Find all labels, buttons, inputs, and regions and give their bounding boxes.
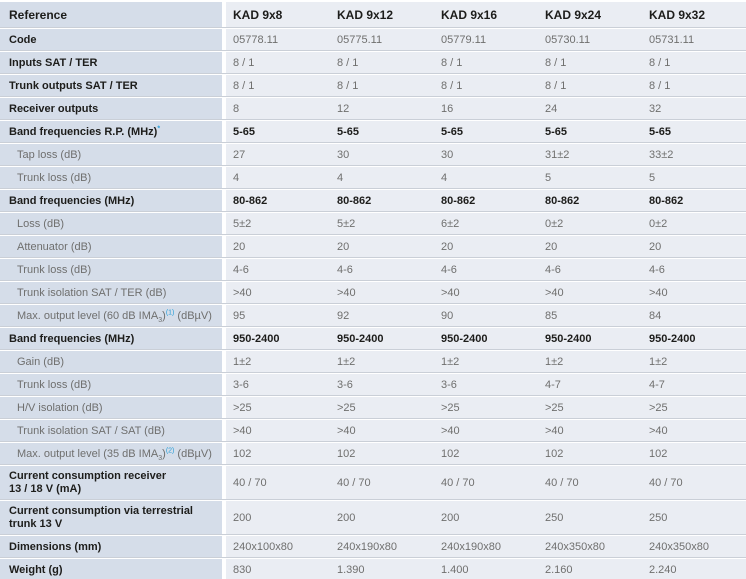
cell-hv-isolation-col4: >25 [538, 397, 642, 418]
label-text: 13 / 18 V (mA) [9, 482, 82, 495]
cell-loss-col3: 6±2 [434, 213, 538, 234]
cell-hv-isolation-col5: >25 [642, 397, 746, 418]
cell-trunk-isolation-sat-sat-col4: >40 [538, 420, 642, 441]
table-row-hv-isolation [0, 397, 746, 418]
cell-trunk-loss-rp-col4: 5 [538, 167, 642, 188]
subscript: 3 [158, 454, 163, 462]
row-label-dimensions [0, 536, 226, 557]
cell-code-col5: 05731.11 [642, 29, 746, 50]
cell-tap-loss-col5: 33±2 [642, 144, 746, 165]
cell-trunk-outputs-sat-ter-col5: 8 / 1 [642, 75, 746, 96]
row-label-trunk-outputs-sat-ter [0, 75, 226, 96]
cell-max-output-level-60-col2: 92 [330, 305, 434, 326]
cell-trunk-isolation-sat-ter-col5: >40 [642, 282, 746, 303]
cell-band-frequencies-80-862-col3: 80-862 [434, 190, 538, 211]
cell-attenuator-col2: 20 [330, 236, 434, 257]
cell-code-col4: 05730.11 [538, 29, 642, 50]
cell-inputs-sat-ter-col1: 8 / 1 [226, 52, 330, 73]
table-row-dimensions [0, 536, 746, 557]
cell-trunk-loss-rp-col5: 5 [642, 167, 746, 188]
cell-current-consumption-receiver-col2: 40 / 70 [330, 466, 434, 499]
cell-code-col1: 05778.11 [226, 29, 330, 50]
header-row [0, 2, 746, 27]
cell-band-frequencies-80-862-col2: 80-862 [330, 190, 434, 211]
label-text: Inputs SAT / TER [9, 56, 98, 69]
row-label-weight [0, 559, 226, 579]
cell-trunk-loss-80-862-col4: 4-6 [538, 259, 642, 280]
table-row-band-frequencies-950-2400 [0, 328, 746, 349]
table-row-band-frequencies-80-862 [0, 190, 746, 211]
row-label-attenuator [0, 236, 226, 257]
row-label-band-frequencies-rp [0, 121, 226, 142]
row-label-trunk-loss-80-862 [0, 259, 226, 280]
cell-gain-col2: 1±2 [330, 351, 434, 372]
table-row-tap-loss [0, 144, 746, 165]
label-text: Current consumption via terrestrial [9, 504, 193, 517]
cell-trunk-isolation-sat-ter-col2: >40 [330, 282, 434, 303]
cell-max-output-level-35-col3: 102 [434, 443, 538, 464]
cell-max-output-level-35-col2: 102 [330, 443, 434, 464]
cell-hv-isolation-col2: >25 [330, 397, 434, 418]
cell-tap-loss-col4: 31±2 [538, 144, 642, 165]
cell-tap-loss-col1: 27 [226, 144, 330, 165]
label-text: (dBµV) [174, 447, 212, 460]
cell-band-frequencies-950-2400-col1: 950-2400 [226, 328, 330, 349]
cell-band-frequencies-rp-col5: 5-65 [642, 121, 746, 142]
table-row-code [0, 29, 746, 50]
cell-band-frequencies-950-2400-col3: 950-2400 [434, 328, 538, 349]
label-text: Max. output level (35 dB IMA [17, 447, 159, 460]
cell-trunk-loss-950-2400-col3: 3-6 [434, 374, 538, 395]
row-label-hv-isolation [0, 397, 226, 418]
cell-band-frequencies-80-862-col1: 80-862 [226, 190, 330, 211]
table-row-inputs-sat-ter [0, 52, 746, 73]
cell-loss-col4: 0±2 [538, 213, 642, 234]
label-text: Trunk loss (dB) [17, 171, 92, 184]
cell-max-output-level-60-col3: 90 [434, 305, 538, 326]
row-label-max-output-level-35 [0, 443, 226, 464]
cell-trunk-loss-rp-col3: 4 [434, 167, 538, 188]
label-text: Attenuator (dB) [17, 240, 92, 253]
table-row-trunk-loss-80-862 [0, 259, 746, 280]
cell-current-consumption-receiver-col1: 40 / 70 [226, 466, 330, 499]
cell-code-col3: 05779.11 [434, 29, 538, 50]
cell-hv-isolation-col3: >25 [434, 397, 538, 418]
table-row-trunk-isolation-sat-ter [0, 282, 746, 303]
cell-max-output-level-35-col4: 102 [538, 443, 642, 464]
cell-trunk-isolation-sat-ter-col3: >40 [434, 282, 538, 303]
cell-band-frequencies-950-2400-col5: 950-2400 [642, 328, 746, 349]
cell-weight-col2: 1.390 [330, 559, 434, 579]
label-text: H/V isolation (dB) [17, 401, 103, 414]
row-label-trunk-isolation-sat-sat [0, 420, 226, 441]
row-label-receiver-outputs [0, 98, 226, 119]
cell-trunk-isolation-sat-ter-col4: >40 [538, 282, 642, 303]
cell-current-consumption-terrestrial-col3: 200 [434, 501, 538, 534]
cell-loss-col1: 5±2 [226, 213, 330, 234]
cell-attenuator-col4: 20 [538, 236, 642, 257]
cell-loss-col2: 5±2 [330, 213, 434, 234]
label-text: Loss (dB) [17, 217, 65, 230]
row-label-gain [0, 351, 226, 372]
table-row-loss [0, 213, 746, 234]
cell-trunk-outputs-sat-ter-col4: 8 / 1 [538, 75, 642, 96]
table-row-trunk-loss-rp [0, 167, 746, 188]
label-text: Tap loss (dB) [17, 148, 82, 161]
cell-trunk-outputs-sat-ter-col2: 8 / 1 [330, 75, 434, 96]
label-text: Trunk loss (dB) [17, 263, 92, 276]
cell-trunk-loss-80-862-col2: 4-6 [330, 259, 434, 280]
cell-tap-loss-col3: 30 [434, 144, 538, 165]
cell-weight-col3: 1.400 [434, 559, 538, 579]
label-text: Band frequencies R.P. (MHz) [9, 125, 158, 138]
cell-trunk-loss-rp-col2: 4 [330, 167, 434, 188]
table-body [0, 29, 746, 579]
table-row-gain [0, 351, 746, 372]
label-text: Band frequencies (MHz) [9, 194, 135, 207]
cell-max-output-level-35-col1: 102 [226, 443, 330, 464]
cell-trunk-loss-80-862-col1: 4-6 [226, 259, 330, 280]
cell-loss-col5: 0±2 [642, 213, 746, 234]
label-text: Trunk isolation SAT / TER (dB) [17, 286, 167, 299]
cell-trunk-loss-950-2400-col2: 3-6 [330, 374, 434, 395]
cell-gain-col3: 1±2 [434, 351, 538, 372]
table-row-trunk-loss-950-2400 [0, 374, 746, 395]
table-row-receiver-outputs [0, 98, 746, 119]
cell-tap-loss-col2: 30 [330, 144, 434, 165]
cell-gain-col4: 1±2 [538, 351, 642, 372]
cell-weight-col1: 830 [226, 559, 330, 579]
row-label-band-frequencies-80-862 [0, 190, 226, 211]
cell-attenuator-col1: 20 [226, 236, 330, 257]
subscript: 3 [158, 316, 163, 324]
cell-current-consumption-terrestrial-col5: 250 [642, 501, 746, 534]
label-text: Code [9, 33, 37, 46]
cell-max-output-level-60-col1: 95 [226, 305, 330, 326]
column-header-kad-9x16: KAD 9x16 [434, 2, 538, 27]
cell-band-frequencies-rp-col4: 5-65 [538, 121, 642, 142]
cell-trunk-isolation-sat-ter-col1: >40 [226, 282, 330, 303]
label-text: Band frequencies (MHz) [9, 332, 135, 345]
cell-current-consumption-receiver-col5: 40 / 70 [642, 466, 746, 499]
cell-dimensions-col3: 240x190x80 [434, 536, 538, 557]
cell-inputs-sat-ter-col2: 8 / 1 [330, 52, 434, 73]
cell-band-frequencies-rp-col3: 5-65 [434, 121, 538, 142]
column-header-kad-9x12: KAD 9x12 [330, 2, 434, 27]
row-label-current-consumption-receiver [0, 466, 226, 499]
cell-receiver-outputs-col4: 24 [538, 98, 642, 119]
cell-trunk-loss-rp-col1: 4 [226, 167, 330, 188]
cell-dimensions-col4: 240x350x80 [538, 536, 642, 557]
label-text: Trunk isolation SAT / SAT (dB) [17, 424, 165, 437]
cell-band-frequencies-950-2400-col2: 950-2400 [330, 328, 434, 349]
cell-trunk-outputs-sat-ter-col3: 8 / 1 [434, 75, 538, 96]
cell-gain-col1: 1±2 [226, 351, 330, 372]
cell-max-output-level-60-col5: 84 [642, 305, 746, 326]
row-label-trunk-loss-rp [0, 167, 226, 188]
cell-trunk-isolation-sat-sat-col5: >40 [642, 420, 746, 441]
row-label-inputs-sat-ter [0, 52, 226, 73]
table-row-band-frequencies-rp [0, 121, 746, 142]
cell-inputs-sat-ter-col5: 8 / 1 [642, 52, 746, 73]
cell-band-frequencies-80-862-col5: 80-862 [642, 190, 746, 211]
column-header-kad-9x32: KAD 9x32 [642, 2, 746, 27]
row-label-loss [0, 213, 226, 234]
cell-receiver-outputs-col3: 16 [434, 98, 538, 119]
cell-weight-col5: 2.240 [642, 559, 746, 579]
cell-band-frequencies-rp-col2: 5-65 [330, 121, 434, 142]
column-header-kad-9x24: KAD 9x24 [538, 2, 642, 27]
table-row-current-consumption-terrestrial [0, 501, 746, 534]
row-label-code [0, 29, 226, 50]
cell-band-frequencies-950-2400-col4: 950-2400 [538, 328, 642, 349]
label-text: trunk 13 V [9, 517, 63, 530]
table-row-max-output-level-60 [0, 305, 746, 326]
cell-hv-isolation-col1: >25 [226, 397, 330, 418]
cell-band-frequencies-80-862-col4: 80-862 [538, 190, 642, 211]
cell-current-consumption-terrestrial-col2: 200 [330, 501, 434, 534]
cell-trunk-outputs-sat-ter-col1: 8 / 1 [226, 75, 330, 96]
cell-inputs-sat-ter-col4: 8 / 1 [538, 52, 642, 73]
cell-band-frequencies-rp-col1: 5-65 [226, 121, 330, 142]
cell-gain-col5: 1±2 [642, 351, 746, 372]
cell-trunk-isolation-sat-sat-col1: >40 [226, 420, 330, 441]
row-label-trunk-loss-950-2400 [0, 374, 226, 395]
row-label-tap-loss [0, 144, 226, 165]
cell-dimensions-col1: 240x100x80 [226, 536, 330, 557]
table-row-current-consumption-receiver [0, 466, 746, 499]
cell-receiver-outputs-col1: 8 [226, 98, 330, 119]
cell-inputs-sat-ter-col3: 8 / 1 [434, 52, 538, 73]
cell-receiver-outputs-col5: 32 [642, 98, 746, 119]
footnote-marker: * [157, 124, 161, 132]
row-label-current-consumption-terrestrial [0, 501, 226, 534]
label-text: Current consumption receiver [9, 469, 167, 482]
cell-receiver-outputs-col2: 12 [330, 98, 434, 119]
cell-current-consumption-receiver-col3: 40 / 70 [434, 466, 538, 499]
table-row-trunk-outputs-sat-ter [0, 75, 746, 96]
label-text: Max. output level (60 dB IMA [17, 309, 159, 322]
cell-trunk-loss-950-2400-col4: 4-7 [538, 374, 642, 395]
row-label-trunk-isolation-sat-ter [0, 282, 226, 303]
cell-current-consumption-terrestrial-col4: 250 [538, 501, 642, 534]
cell-current-consumption-terrestrial-col1: 200 [226, 501, 330, 534]
row-label-band-frequencies-950-2400 [0, 328, 226, 349]
cell-max-output-level-35-col5: 102 [642, 443, 746, 464]
cell-weight-col4: 2.160 [538, 559, 642, 579]
table-row-attenuator [0, 236, 746, 257]
label-text: Dimensions (mm) [9, 540, 102, 553]
cell-dimensions-col2: 240x190x80 [330, 536, 434, 557]
cell-trunk-loss-80-862-col3: 4-6 [434, 259, 538, 280]
cell-attenuator-col3: 20 [434, 236, 538, 257]
cell-code-col2: 05775.11 [330, 29, 434, 50]
row-label-max-output-level-60 [0, 305, 226, 326]
table-row-max-output-level-35 [0, 443, 746, 464]
column-header-kad-9x8: KAD 9x8 [226, 2, 330, 27]
footnote-marker: (2) [165, 446, 175, 454]
label-text: ) [162, 309, 166, 322]
label-text: Weight (g) [9, 563, 63, 576]
cell-current-consumption-receiver-col4: 40 / 70 [538, 466, 642, 499]
cell-trunk-isolation-sat-sat-col3: >40 [434, 420, 538, 441]
reference-header: Reference [0, 2, 226, 27]
label-text: Receiver outputs [9, 102, 99, 115]
label-text: Trunk loss (dB) [17, 378, 92, 391]
cell-attenuator-col5: 20 [642, 236, 746, 257]
table-row-trunk-isolation-sat-sat [0, 420, 746, 441]
label-text: (dBµV) [174, 309, 212, 322]
label-text: ) [162, 447, 166, 460]
cell-trunk-loss-80-862-col5: 4-6 [642, 259, 746, 280]
label-text: Trunk outputs SAT / TER [9, 79, 138, 92]
cell-trunk-loss-950-2400-col1: 3-6 [226, 374, 330, 395]
cell-dimensions-col5: 240x350x80 [642, 536, 746, 557]
cell-trunk-loss-950-2400-col5: 4-7 [642, 374, 746, 395]
table-row-weight [0, 559, 746, 579]
cell-trunk-isolation-sat-sat-col2: >40 [330, 420, 434, 441]
cell-max-output-level-60-col4: 85 [538, 305, 642, 326]
label-text: Gain (dB) [17, 355, 65, 368]
footnote-marker: (1) [165, 308, 175, 316]
